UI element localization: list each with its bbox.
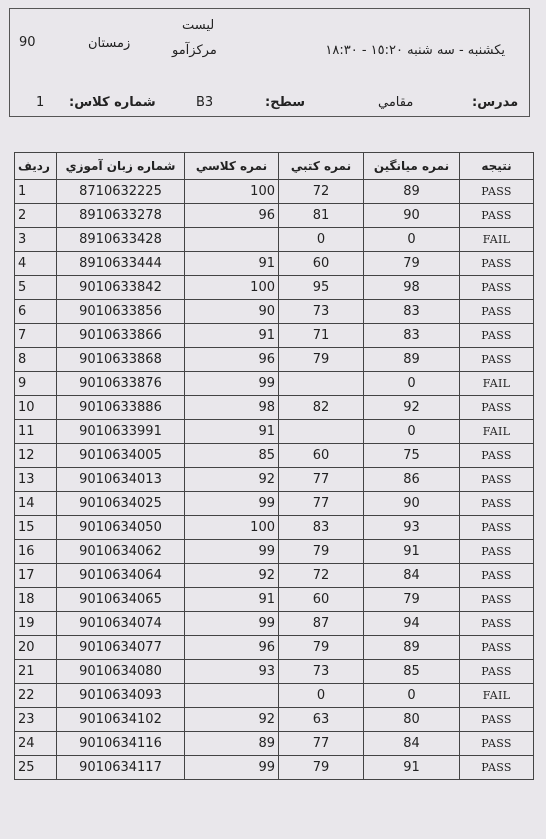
student-id-cell: 9010634005: [57, 444, 185, 468]
table-row: [15, 252, 534, 276]
class-schedule: يكشنبه - سه شنبه ١٥:٢٠ - ١٨:٣٠: [325, 43, 505, 58]
table-row: [15, 732, 534, 756]
result-cell: PASS: [460, 180, 534, 204]
season-label: زمستان: [88, 36, 131, 51]
column-header-written-score: نمره كتبي: [279, 153, 364, 180]
class-score-cell: 100: [185, 516, 279, 540]
result-cell: PASS: [460, 708, 534, 732]
table-row: [15, 396, 534, 420]
table-row: [15, 636, 534, 660]
written-score-cell: 60: [279, 588, 364, 612]
class-score-cell: 85: [185, 444, 279, 468]
student-id-cell: 9010634064: [57, 564, 185, 588]
student-id-cell: 8910633444: [57, 252, 185, 276]
average-score-cell: 83: [364, 300, 460, 324]
table-row: [15, 180, 534, 204]
average-score-cell: 83: [364, 324, 460, 348]
student-id-cell: 9010634093: [57, 684, 185, 708]
written-score-cell: 0: [279, 228, 364, 252]
student-id-cell: 9010633842: [57, 276, 185, 300]
average-score-cell: 89: [364, 180, 460, 204]
result-cell: PASS: [460, 252, 534, 276]
result-cell: PASS: [460, 516, 534, 540]
written-score-cell: 81: [279, 204, 364, 228]
class-score-cell: 99: [185, 756, 279, 780]
class-number-value: 1: [36, 95, 45, 110]
class-score-cell: 99: [185, 372, 279, 396]
class-score-cell: 99: [185, 540, 279, 564]
result-cell: PASS: [460, 540, 534, 564]
table-row: [15, 468, 534, 492]
table-row: [15, 420, 534, 444]
written-score-cell: 72: [279, 180, 364, 204]
average-score-cell: 89: [364, 348, 460, 372]
row-number-cell: 20: [15, 636, 57, 660]
written-score-cell: 71: [279, 324, 364, 348]
class-score-cell: 91: [185, 588, 279, 612]
table-row: [15, 228, 534, 252]
row-number-cell: 16: [15, 540, 57, 564]
class-number-label: شماره كلاس:: [69, 95, 156, 110]
result-cell: FAIL: [460, 372, 534, 396]
title-line-1: ليست: [182, 18, 215, 33]
table-row: [15, 300, 534, 324]
table-row: [15, 492, 534, 516]
written-score-cell: [279, 372, 364, 396]
result-cell: PASS: [460, 660, 534, 684]
written-score-cell: 82: [279, 396, 364, 420]
written-score-cell: 60: [279, 252, 364, 276]
average-score-cell: 0: [364, 420, 460, 444]
student-id-cell: 9010634013: [57, 468, 185, 492]
row-number-cell: 15: [15, 516, 57, 540]
student-id-cell: 9010633868: [57, 348, 185, 372]
table-row: [15, 708, 534, 732]
written-score-cell: 83: [279, 516, 364, 540]
written-score-cell: 60: [279, 444, 364, 468]
result-cell: FAIL: [460, 684, 534, 708]
class-score-cell: 100: [185, 276, 279, 300]
student-id-cell: 9010633991: [57, 420, 185, 444]
row-number-cell: 21: [15, 660, 57, 684]
average-score-cell: 79: [364, 588, 460, 612]
result-cell: PASS: [460, 492, 534, 516]
teacher-name: مقامي: [378, 95, 414, 110]
table-body: [15, 180, 534, 780]
result-cell: PASS: [460, 732, 534, 756]
row-number-cell: 4: [15, 252, 57, 276]
table-row: [15, 516, 534, 540]
table-row: [15, 540, 534, 564]
row-number-cell: 3: [15, 228, 57, 252]
average-score-cell: 93: [364, 516, 460, 540]
student-id-cell: 9010634025: [57, 492, 185, 516]
level-value: B3: [196, 95, 214, 110]
class-score-cell: 93: [185, 660, 279, 684]
row-number-cell: 1: [15, 180, 57, 204]
average-score-cell: 84: [364, 732, 460, 756]
row-number-cell: 12: [15, 444, 57, 468]
student-id-cell: 9010633866: [57, 324, 185, 348]
average-score-cell: 91: [364, 756, 460, 780]
row-number-cell: 22: [15, 684, 57, 708]
average-score-cell: 89: [364, 636, 460, 660]
average-score-cell: 0: [364, 684, 460, 708]
table-row: [15, 204, 534, 228]
column-header-row-number: رديف: [15, 153, 57, 180]
written-score-cell: 79: [279, 540, 364, 564]
result-cell: PASS: [460, 636, 534, 660]
row-number-cell: 23: [15, 708, 57, 732]
student-id-cell: 9010634077: [57, 636, 185, 660]
class-score-cell: 91: [185, 252, 279, 276]
average-score-cell: 98: [364, 276, 460, 300]
average-score-cell: 79: [364, 252, 460, 276]
student-id-cell: 8910633278: [57, 204, 185, 228]
row-number-cell: 7: [15, 324, 57, 348]
level-label: سطح:: [265, 95, 306, 110]
written-score-cell: 79: [279, 636, 364, 660]
table-row: [15, 564, 534, 588]
student-id-cell: 9010634102: [57, 708, 185, 732]
result-cell: PASS: [460, 324, 534, 348]
result-cell: PASS: [460, 396, 534, 420]
class-score-cell: [185, 228, 279, 252]
row-number-cell: 24: [15, 732, 57, 756]
column-header-class-score: نمره كلاسي: [185, 153, 279, 180]
table-row: [15, 348, 534, 372]
result-cell: PASS: [460, 756, 534, 780]
class-score-cell: 98: [185, 396, 279, 420]
row-number-cell: 19: [15, 612, 57, 636]
row-number-cell: 8: [15, 348, 57, 372]
student-id-cell: 8910633428: [57, 228, 185, 252]
written-score-cell: 87: [279, 612, 364, 636]
student-count: 90: [19, 35, 36, 50]
average-score-cell: 86: [364, 468, 460, 492]
average-score-cell: 91: [364, 540, 460, 564]
table-row: [15, 276, 534, 300]
written-score-cell: 73: [279, 660, 364, 684]
student-id-cell: 8710632225: [57, 180, 185, 204]
class-score-cell: 92: [185, 468, 279, 492]
table-row: [15, 324, 534, 348]
column-header-result: نتيجه: [460, 153, 534, 180]
written-score-cell: 77: [279, 492, 364, 516]
result-cell: PASS: [460, 276, 534, 300]
title-line-2: مركزآمو: [172, 43, 217, 58]
row-number-cell: 6: [15, 300, 57, 324]
row-number-cell: 25: [15, 756, 57, 780]
student-id-cell: 9010634062: [57, 540, 185, 564]
student-id-cell: 9010634065: [57, 588, 185, 612]
class-score-cell: 100: [185, 180, 279, 204]
result-cell: PASS: [460, 300, 534, 324]
average-score-cell: 90: [364, 204, 460, 228]
class-score-cell: 99: [185, 612, 279, 636]
column-header-average: نمره ميانگين: [364, 153, 460, 180]
student-id-cell: 9010634074: [57, 612, 185, 636]
student-id-cell: 9010633886: [57, 396, 185, 420]
result-cell: PASS: [460, 564, 534, 588]
written-score-cell: [279, 420, 364, 444]
table-header-row: [15, 153, 534, 180]
student-id-cell: 9010633856: [57, 300, 185, 324]
average-score-cell: 94: [364, 612, 460, 636]
table-row: [15, 588, 534, 612]
written-score-cell: 63: [279, 708, 364, 732]
row-number-cell: 17: [15, 564, 57, 588]
student-id-cell: 9010633876: [57, 372, 185, 396]
written-score-cell: 95: [279, 276, 364, 300]
table-row: [15, 756, 534, 780]
student-id-cell: 9010634050: [57, 516, 185, 540]
result-cell: FAIL: [460, 228, 534, 252]
written-score-cell: 79: [279, 756, 364, 780]
written-score-cell: 79: [279, 348, 364, 372]
average-score-cell: 92: [364, 396, 460, 420]
result-cell: PASS: [460, 204, 534, 228]
class-score-cell: 91: [185, 324, 279, 348]
column-header-student-id: شماره زبان آموزي: [57, 153, 185, 180]
class-info-header: [9, 8, 530, 117]
class-score-cell: 92: [185, 708, 279, 732]
row-number-cell: 10: [15, 396, 57, 420]
average-score-cell: 75: [364, 444, 460, 468]
class-score-cell: 91: [185, 420, 279, 444]
class-score-cell: 96: [185, 348, 279, 372]
written-score-cell: 73: [279, 300, 364, 324]
written-score-cell: 77: [279, 468, 364, 492]
result-cell: PASS: [460, 588, 534, 612]
row-number-cell: 5: [15, 276, 57, 300]
class-score-cell: 96: [185, 204, 279, 228]
average-score-cell: 90: [364, 492, 460, 516]
row-number-cell: 13: [15, 468, 57, 492]
class-score-cell: 99: [185, 492, 279, 516]
row-number-cell: 18: [15, 588, 57, 612]
average-score-cell: 80: [364, 708, 460, 732]
row-number-cell: 2: [15, 204, 57, 228]
table-row: [15, 684, 534, 708]
row-number-cell: 9: [15, 372, 57, 396]
class-score-cell: 90: [185, 300, 279, 324]
result-cell: FAIL: [460, 420, 534, 444]
class-score-cell: 96: [185, 636, 279, 660]
result-cell: PASS: [460, 348, 534, 372]
table-row: [15, 660, 534, 684]
result-cell: PASS: [460, 468, 534, 492]
student-id-cell: 9010634080: [57, 660, 185, 684]
class-score-cell: [185, 684, 279, 708]
grades-table: [14, 152, 534, 780]
class-score-cell: 89: [185, 732, 279, 756]
teacher-label: مدرس:: [472, 95, 519, 110]
student-id-cell: 9010634117: [57, 756, 185, 780]
result-cell: PASS: [460, 444, 534, 468]
row-number-cell: 11: [15, 420, 57, 444]
written-score-cell: 77: [279, 732, 364, 756]
average-score-cell: 0: [364, 228, 460, 252]
average-score-cell: 84: [364, 564, 460, 588]
written-score-cell: 72: [279, 564, 364, 588]
average-score-cell: 0: [364, 372, 460, 396]
table-row: [15, 372, 534, 396]
table-row: [15, 444, 534, 468]
table-row: [15, 612, 534, 636]
class-score-cell: 92: [185, 564, 279, 588]
student-id-cell: 9010634116: [57, 732, 185, 756]
row-number-cell: 14: [15, 492, 57, 516]
written-score-cell: 0: [279, 684, 364, 708]
average-score-cell: 85: [364, 660, 460, 684]
result-cell: PASS: [460, 612, 534, 636]
